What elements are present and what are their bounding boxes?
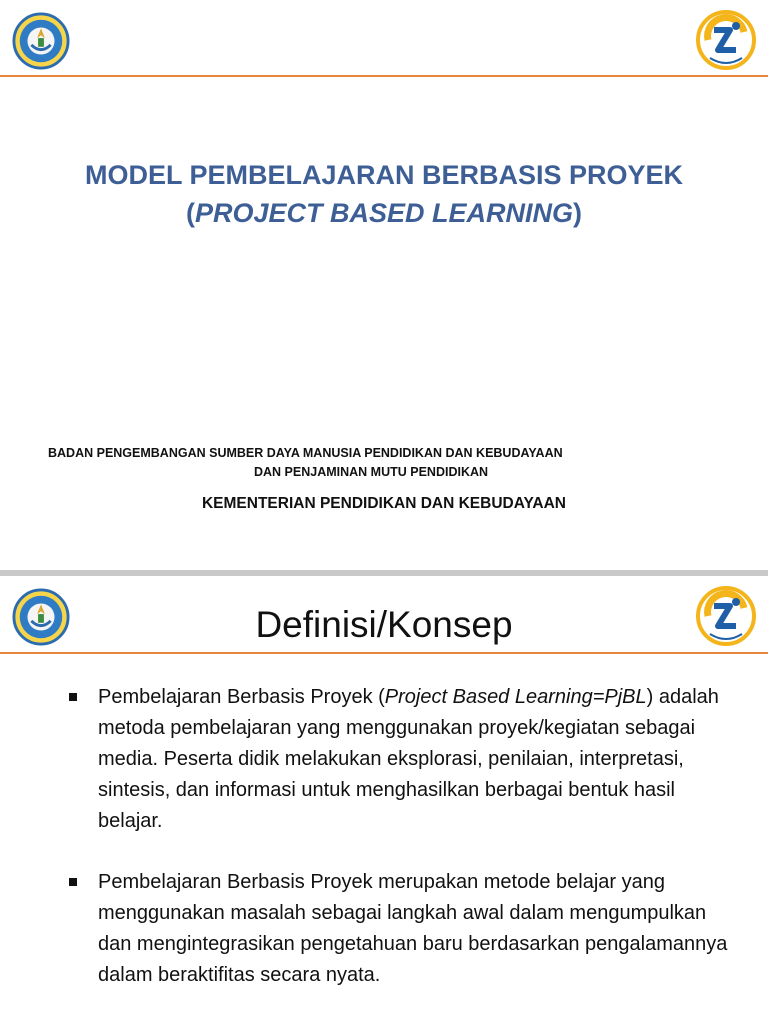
title-line-2: (PROJECT BASED LEARNING) xyxy=(185,198,583,228)
definition-bullet-1: Pembelajaran Berbasis Proyek (Project Based Learning=PjBL) adalah metoda pembelajaran yang menggunakan proyek/kegiatan sebagai media. Peserta didik melakukan eksplorasi, penilaian, interpretasi, sintesis, dan informasi untuk menghasilkan berbagai bentuk hasil belajar. xyxy=(65,682,745,837)
definition-list xyxy=(65,682,745,991)
slide-title: Definisi/Konsep xyxy=(255,604,513,645)
kurikulum-2013-logo-icon xyxy=(696,10,756,70)
header-divider xyxy=(0,652,768,654)
presentation-title xyxy=(0,156,768,232)
header-divider xyxy=(0,75,768,77)
agency-name-line-2: DAN PENJAMINAN MUTU PENDIDIKAN xyxy=(254,465,489,479)
agency-name-line-1: BADAN PENGEMBANGAN SUMBER DAYA MANUSIA PENDIDIKAN DAN KEBUDAYAAN xyxy=(48,446,563,460)
bullet-square-icon xyxy=(69,693,77,701)
title-line-1: MODEL PEMBELAJARAN BERBASIS PROYEK xyxy=(84,160,684,190)
tut-wuri-handayani-emblem-icon xyxy=(12,12,70,70)
slide-definition xyxy=(0,576,768,1024)
ministry-name: KEMENTERIAN PENDIDIKAN DAN KEBUDAYAAN xyxy=(201,495,566,512)
definition-bullet-2: Pembelajaran Berbasis Proyek merupakan metode belajar yang menggunakan masalah sebagai langkah awal dalam mengumpulkan dan mengintegrasikan pengetahuan baru berdasarkan pengalamannya dalam beraktifitas secara nyata. xyxy=(65,867,745,991)
bullet-square-icon xyxy=(69,878,77,886)
